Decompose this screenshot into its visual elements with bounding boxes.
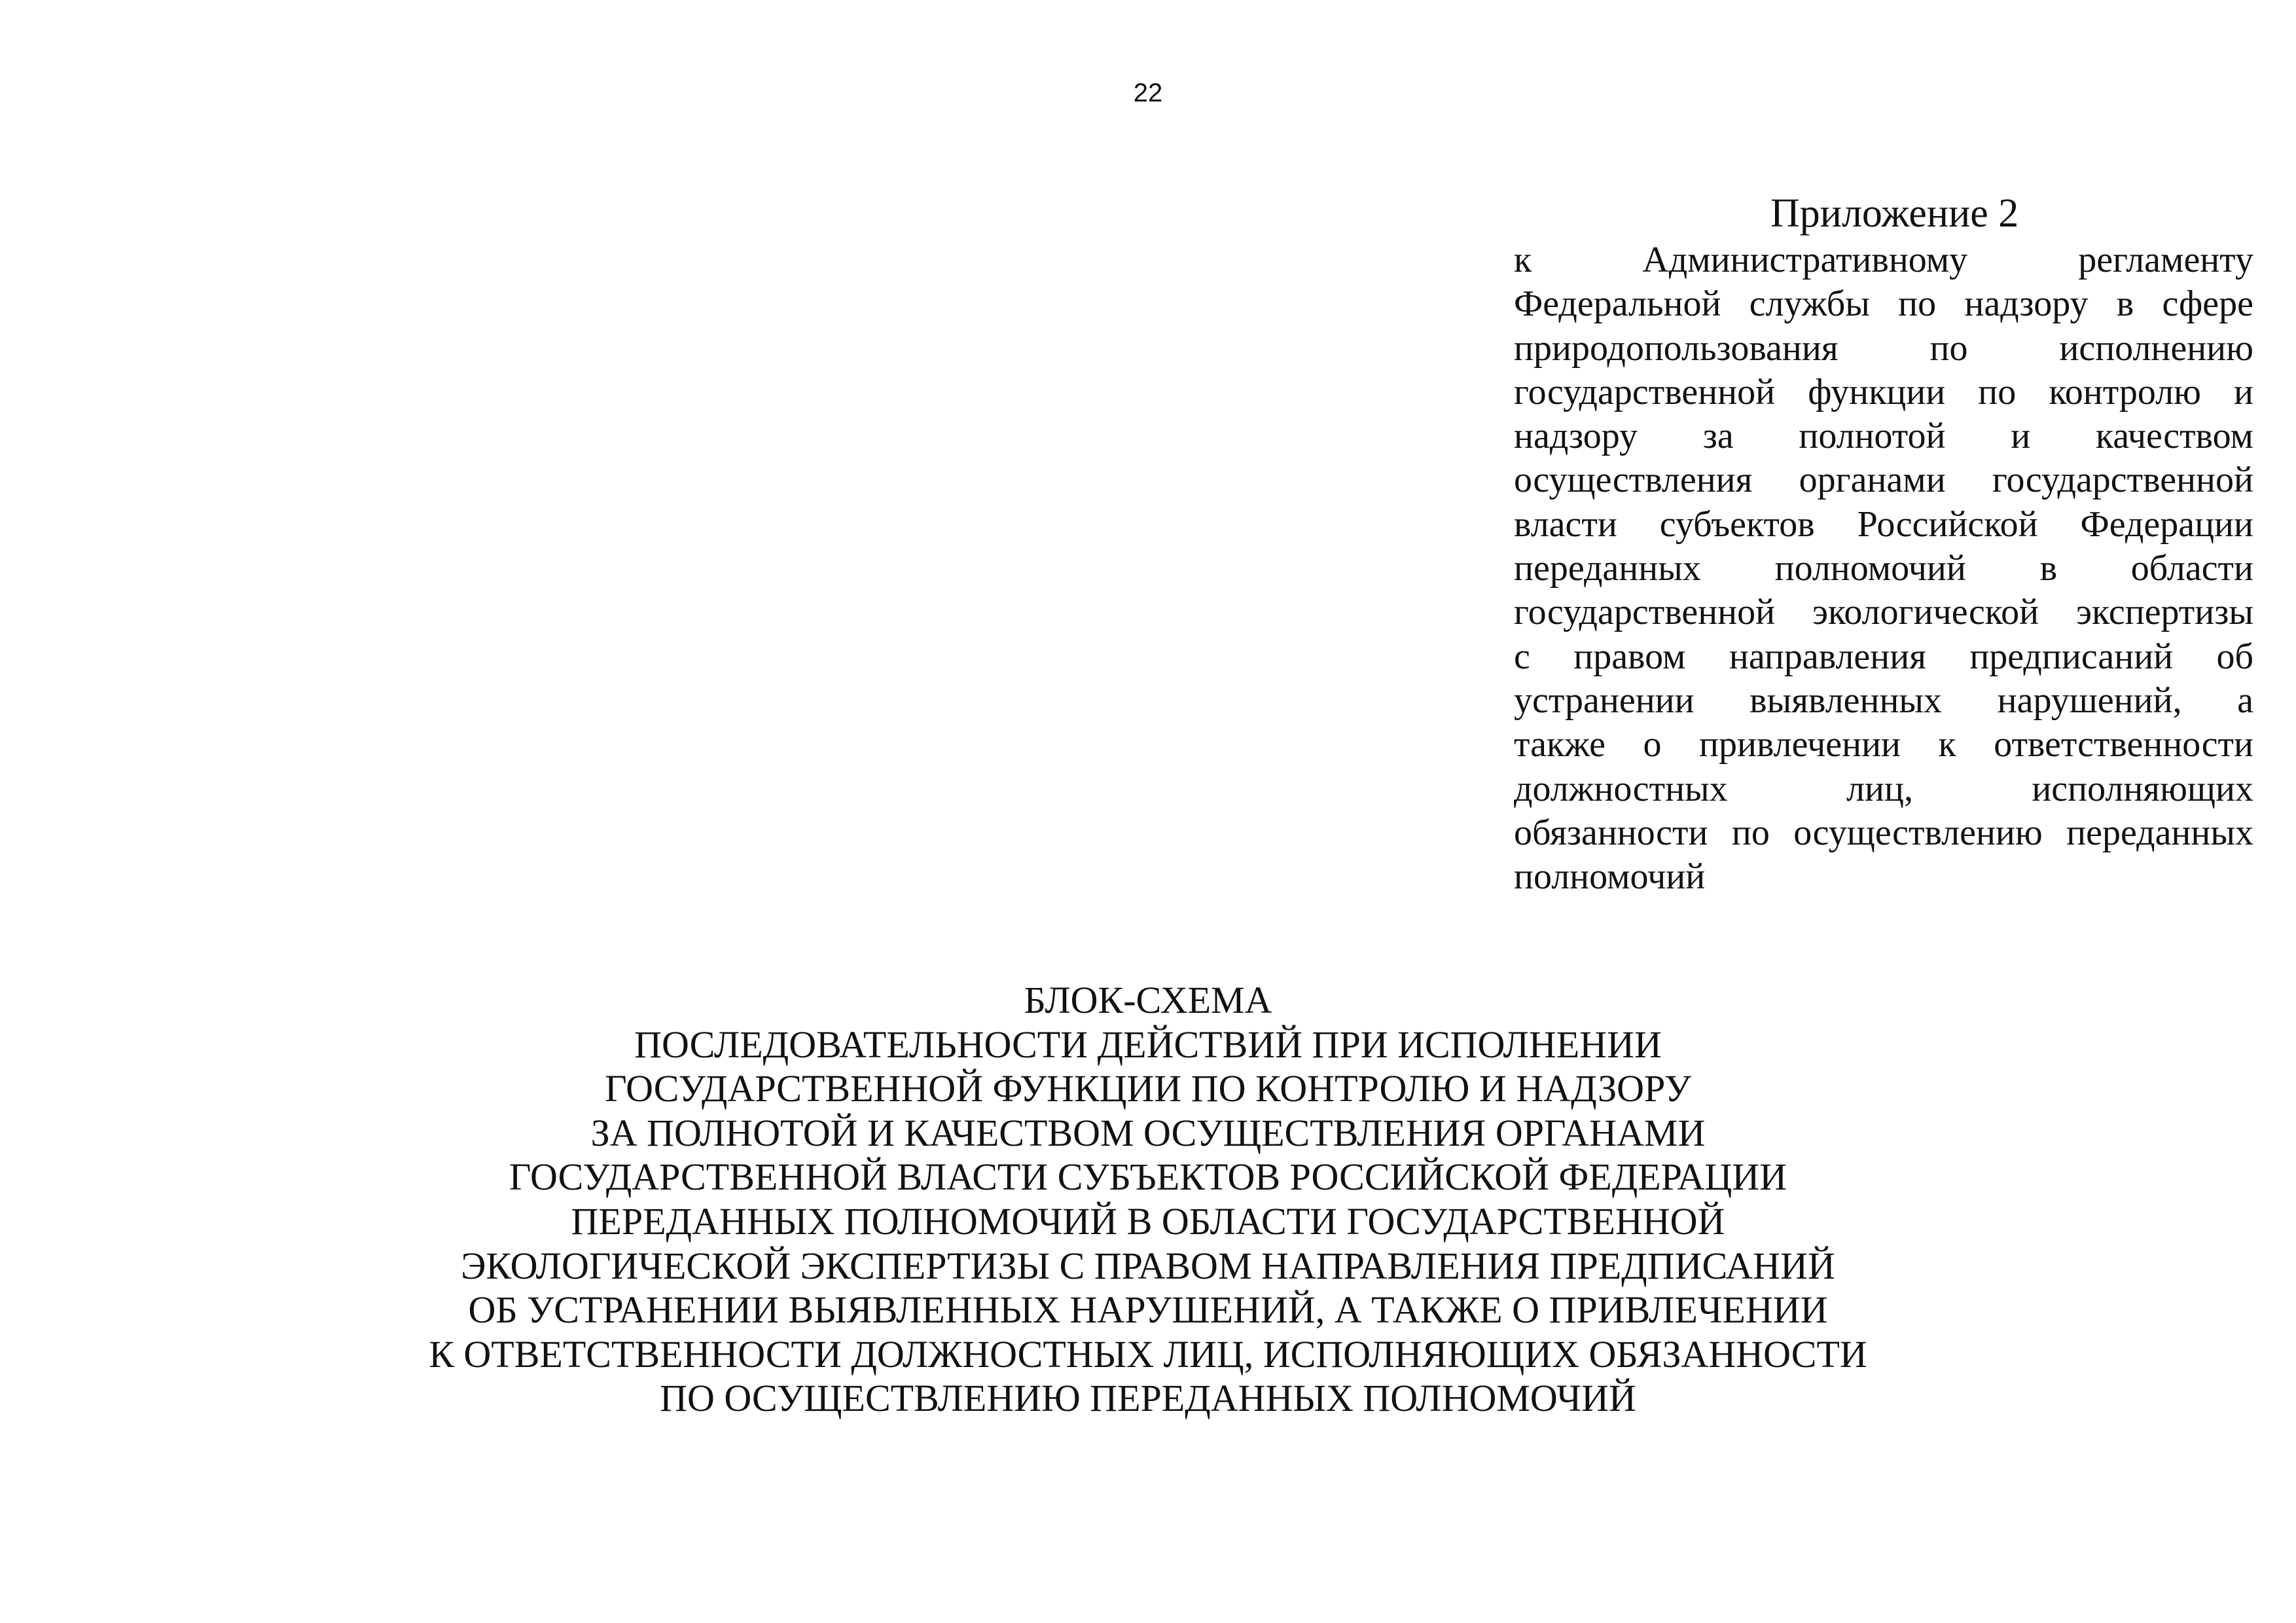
appendix-line: осуществления органами государственной: [1514, 460, 2253, 501]
appendix-line: Федеральной службы по надзору в сфере: [1514, 283, 2253, 325]
scheme-title-line: ПОСЛЕДОВАТЕЛЬНОСТИ ДЕЙСТВИЙ ПРИ ИСПОЛНЕНИИ: [634, 1023, 1662, 1066]
appendix-line: государственной функции по контролю и: [1514, 371, 2253, 412]
scheme-title: [0, 978, 2296, 1421]
appendix-line: переданных полномочий в области: [1514, 548, 2253, 589]
scheme-title-line: ОБ УСТРАНЕНИИ ВЫЯВЛЕННЫХ НАРУШЕНИЙ, А ТАКЖЕ О ПРИВЛЕЧЕНИИ: [468, 1288, 1828, 1332]
scheme-title-line: ПЕРЕДАННЫХ ПОЛНОМОЧИЙ В ОБЛАСТИ ГОСУДАРСТВЕННОЙ: [571, 1199, 1725, 1243]
appendix-line: устранении выявленных нарушений, а: [1514, 680, 2253, 721]
appendix-line: должностных лиц, исполняющих: [1514, 768, 2253, 809]
scheme-title-line: ЗА ПОЛНОТОЙ И КАЧЕСТВОМ ОСУЩЕСТВЛЕНИЯ ОРГАНАМИ: [590, 1111, 1706, 1154]
appendix-line: также о привлечении к ответственности: [1514, 724, 2253, 765]
scheme-title-line: ГОСУДАРСТВЕННОЙ ВЛАСТИ СУБЪЕКТОВ РОССИЙСКОЙ ФЕДЕРАЦИИ: [509, 1156, 1787, 1199]
scheme-title-line: К ОТВЕТСТВЕННОСТИ ДОЛЖНОСТНЫХ ЛИЦ, ИСПОЛНЯЮЩИХ ОБЯЗАННОСТИ: [429, 1332, 1867, 1376]
appendix-line: с правом направления предписаний об: [1514, 636, 2253, 677]
appendix-line: природопользования по исполнению: [1514, 327, 2253, 369]
scheme-title-line: ГОСУДАРСТВЕННОЙ ФУНКЦИИ ПО КОНТРОЛЮ И НАДЗОРУ: [605, 1067, 1691, 1110]
appendix-line: к Административному регламенту: [1514, 240, 2253, 280]
appendix-line: обязанности по осуществлению переданных: [1514, 812, 2253, 853]
appendix-title: Приложение 2: [1770, 191, 2019, 236]
scheme-title-line: ЭКОЛОГИЧЕСКОЙ ЭКСПЕРТИЗЫ С ПРАВОМ НАПРАВЛЕНИЯ ПРЕДПИСАНИЙ: [461, 1244, 1835, 1287]
appendix-block: [1514, 189, 2253, 899]
appendix-line: надзору за полнотой и качеством: [1514, 416, 2253, 457]
appendix-line: полномочий: [1514, 856, 1706, 898]
scheme-title-heading: БЛОК-СХЕМА: [1024, 979, 1272, 1021]
page-number: 22: [1133, 79, 1163, 107]
appendix-line: власти субъектов Российской Федерации: [1514, 503, 2253, 545]
appendix-line: государственной экологической экспертизы: [1514, 592, 2253, 633]
scheme-title-line: ПО ОСУЩЕСТВЛЕНИЮ ПЕРЕДАННЫХ ПОЛНОМОЧИЙ: [660, 1377, 1636, 1420]
